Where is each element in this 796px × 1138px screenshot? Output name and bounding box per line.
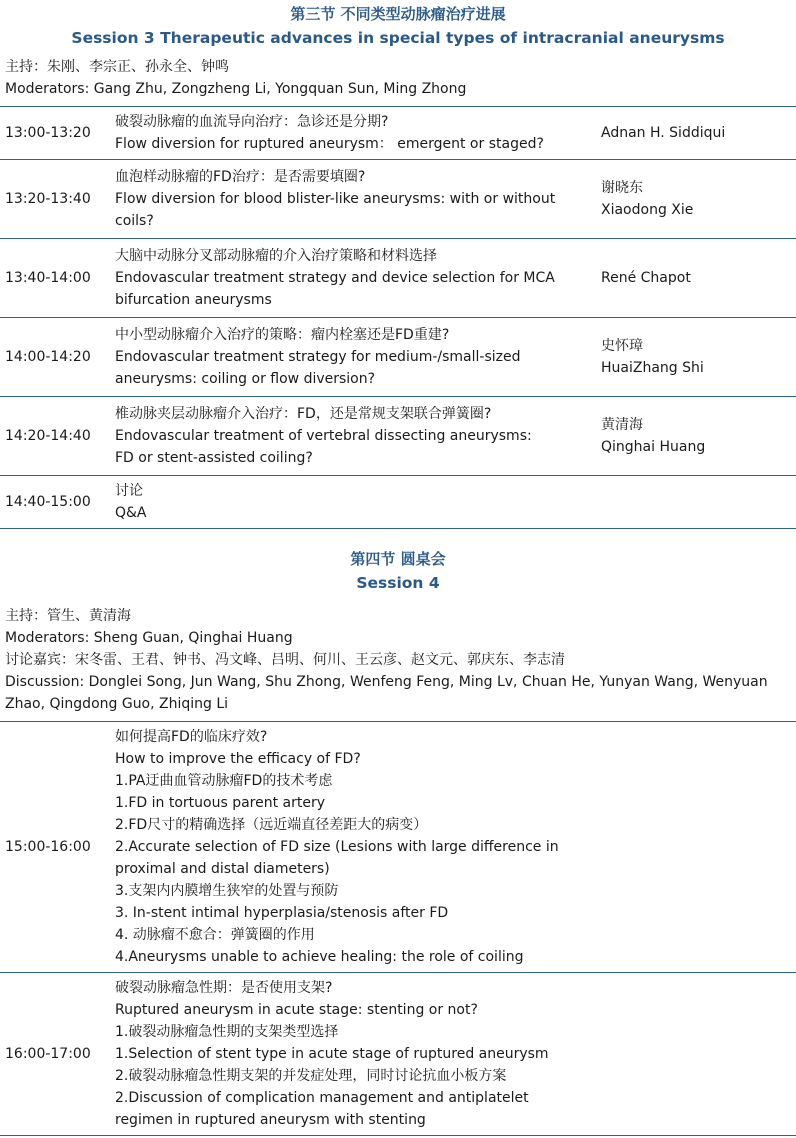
topic-line: FD or stent-assisted coiling? bbox=[115, 450, 313, 466]
row-speaker bbox=[595, 318, 796, 397]
topic-line: 4.Aneurysms unable to achieve healing: the role of coiling bbox=[115, 949, 524, 965]
session3-schedule-table bbox=[0, 106, 796, 529]
topic-line: 4. 动脉瘤不愈合：弹簧圈的作用 bbox=[115, 927, 315, 943]
topic-line: 中小型动脉瘤介入治疗的策略：瘤内栓塞还是FD重建? bbox=[115, 327, 450, 343]
topic-line: proximal and distal diameters) bbox=[115, 861, 330, 877]
schedule-row bbox=[0, 107, 796, 160]
row-topic bbox=[113, 107, 595, 160]
topic-line: 大脑中动脉分叉部动脉瘤的介入治疗策略和材料选择 bbox=[115, 248, 437, 264]
session4-discussion-cn: 讨论嘉宾：宋冬雷、王君、钟书、冯文峰、吕明、何川、王云彦、赵文元、郭庆东、李志清 bbox=[5, 652, 565, 668]
row-topic bbox=[113, 722, 595, 973]
row-time: 14:00-14:20 bbox=[0, 318, 113, 397]
session4-schedule-table bbox=[0, 721, 796, 1136]
speaker-name: Adnan H. Siddiqui bbox=[601, 125, 726, 141]
session3-moderators-cn: 主持：朱刚、李宗正、孙永全、钟鸣 bbox=[5, 59, 229, 75]
schedule-row bbox=[0, 160, 796, 239]
speaker-name: 谢晓东 bbox=[601, 180, 643, 196]
topic-line: Endovascular treatment of vertebral dissecting aneurysms: bbox=[115, 428, 532, 444]
session4-moderators-cn: 主持：管生、黄清海 bbox=[5, 608, 131, 624]
row-time: 13:40-14:00 bbox=[0, 239, 113, 318]
topic-line: aneurysms: coiling or flow diversion? bbox=[115, 371, 376, 387]
row-speaker bbox=[595, 160, 796, 239]
session4-title bbox=[0, 547, 796, 595]
row-time: 13:20-13:40 bbox=[0, 160, 113, 239]
session4-title-en: Session 4 bbox=[356, 574, 440, 592]
topic-line: 3. In-stent intimal hyperplasia/stenosis after FD bbox=[115, 905, 449, 921]
row-topic bbox=[113, 397, 595, 476]
schedule-row bbox=[0, 318, 796, 397]
row-topic bbox=[113, 973, 595, 1136]
topic-line: Flow diversion for ruptured aneurysm： emergent or staged? bbox=[115, 136, 544, 152]
session3-title-cn: 第三节 不同类型动脉瘤治疗进展 bbox=[290, 5, 506, 23]
topic-line: 2.Discussion of complication management and antiplatelet bbox=[115, 1090, 529, 1106]
session4-discussion-en-line2: Zhao, Qingdong Guo, Zhiqing Li bbox=[5, 696, 229, 712]
schedule-row bbox=[0, 239, 796, 318]
topic-line: 讨论 bbox=[115, 483, 143, 499]
topic-line: 破裂动脉瘤急性期：是否使用支架? bbox=[115, 980, 333, 996]
schedule-row bbox=[0, 397, 796, 476]
topic-line: 2.Accurate selection of FD size (Lesions with large difference in bbox=[115, 839, 559, 855]
row-topic bbox=[113, 160, 595, 239]
topic-line: 2.FD尺寸的精确选择（远近端直径差距大的病变） bbox=[115, 817, 428, 833]
speaker-name: 黄清海 bbox=[601, 417, 643, 433]
topic-line: 1.Selection of stent type in acute stage of ruptured aneurysm bbox=[115, 1046, 549, 1062]
schedule-row bbox=[0, 476, 796, 529]
row-time: 15:00-16:00 bbox=[0, 722, 113, 973]
topic-line: 3.支架内内膜增生狭窄的处置与预防 bbox=[115, 883, 339, 899]
topic-line: Q&A bbox=[115, 505, 147, 521]
topic-line: Endovascular treatment strategy for medium-/small-sized bbox=[115, 349, 521, 365]
speaker-name: René Chapot bbox=[601, 270, 691, 286]
row-topic bbox=[113, 476, 595, 529]
topic-line: 椎动脉夹层动脉瘤介入治疗：FD，还是常规支架联合弹簧圈? bbox=[115, 406, 492, 422]
row-time: 16:00-17:00 bbox=[0, 973, 113, 1136]
topic-line: 如何提高FD的临床疗效? bbox=[115, 729, 268, 745]
speaker-name: Qinghai Huang bbox=[601, 439, 706, 455]
topic-line: 血泡样动脉瘤的FD治疗：是否需要填圈? bbox=[115, 169, 366, 185]
row-speaker bbox=[595, 239, 796, 318]
row-speaker bbox=[595, 722, 796, 973]
row-topic bbox=[113, 318, 595, 397]
row-time: 14:40-15:00 bbox=[0, 476, 113, 529]
session3-title-en: Session 3 Therapeutic advances in special types of intracranial aneurysms bbox=[71, 29, 725, 47]
row-time: 14:20-14:40 bbox=[0, 397, 113, 476]
speaker-name: 史怀璋 bbox=[601, 338, 643, 354]
row-speaker bbox=[595, 397, 796, 476]
topic-line: regimen in ruptured aneurysm with stenting bbox=[115, 1112, 426, 1128]
row-speaker bbox=[595, 107, 796, 160]
topic-line: How to improve the efficacy of FD? bbox=[115, 751, 361, 767]
session3-title bbox=[0, 0, 796, 50]
topic-line: Ruptured aneurysm in acute stage: stenting or not? bbox=[115, 1002, 478, 1018]
session4-moderators-en: Moderators: Sheng Guan, Qinghai Huang bbox=[5, 630, 293, 646]
row-speaker bbox=[595, 476, 796, 529]
topic-line: 破裂动脉瘤的血流导向治疗：急诊还是分期? bbox=[115, 114, 389, 130]
schedule-row bbox=[0, 973, 796, 1136]
topic-line: 1.FD in tortuous parent artery bbox=[115, 795, 326, 811]
speaker-name: HuaiZhang Shi bbox=[601, 360, 704, 376]
topic-line: 2.破裂动脉瘤急性期支架的并发症处理，同时讨论抗血小板方案 bbox=[115, 1068, 507, 1084]
topic-line: 1.PA迂曲血管动脉瘤FD的技术考虑 bbox=[115, 773, 333, 789]
topic-line: Endovascular treatment strategy and device selection for MCA bbox=[115, 270, 555, 286]
topic-line: 1.破裂动脉瘤急性期的支架类型选择 bbox=[115, 1024, 339, 1040]
row-time: 13:00-13:20 bbox=[0, 107, 113, 160]
session4-discussion-en-line1: Discussion: Donglei Song, Jun Wang, Shu Zhong, Wenfeng Feng, Ming Lv, Chuan He, Yunyan Wang, Wenyuan bbox=[5, 674, 768, 690]
speaker-name: Xiaodong Xie bbox=[601, 202, 694, 218]
topic-line: Flow diversion for blood blister-like aneurysms: with or without bbox=[115, 191, 556, 207]
session3-moderators-en: Moderators: Gang Zhu, Zongzheng Li, Yongquan Sun, Ming Zhong bbox=[5, 81, 467, 97]
session4-title-cn: 第四节 圆桌会 bbox=[350, 550, 446, 568]
topic-line: bifurcation aneurysms bbox=[115, 292, 272, 308]
row-topic bbox=[113, 239, 595, 318]
row-speaker bbox=[595, 973, 796, 1136]
schedule-row bbox=[0, 722, 796, 973]
topic-line: coils? bbox=[115, 213, 154, 229]
